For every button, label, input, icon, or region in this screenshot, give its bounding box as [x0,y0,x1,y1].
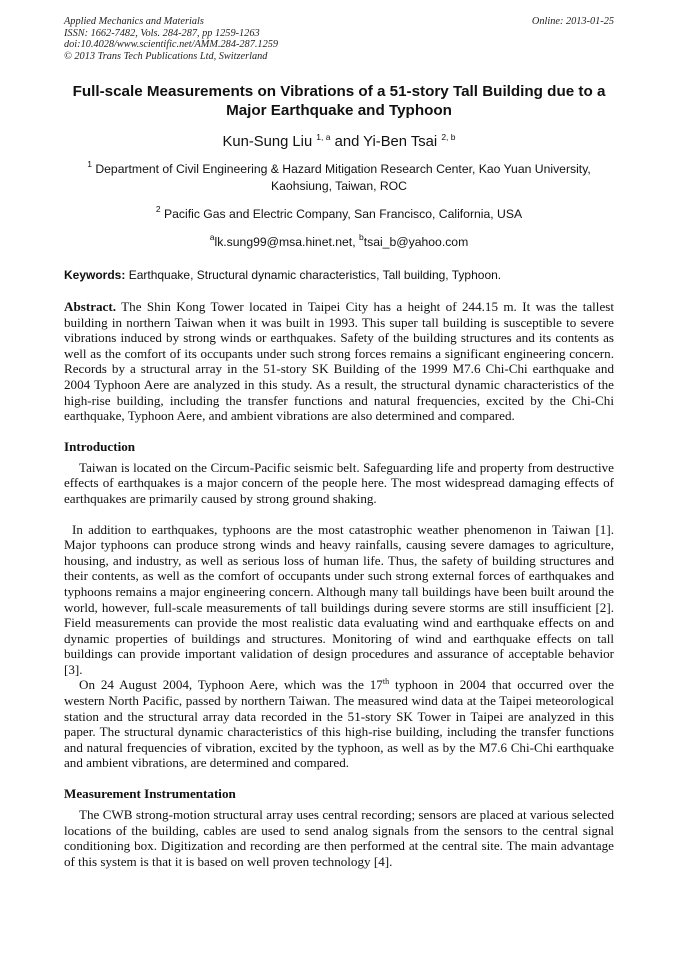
section-heading-introduction: Introduction [64,438,136,454]
abstract-label: Abstract. [64,299,116,314]
email-superscript: b [358,231,364,242]
email-superscript: a [209,231,215,242]
email-link[interactable]: lk.sung99@msa.hinet.net, [214,234,356,249]
abstract [64,299,614,424]
journal-name: Applied Mechanics and Materials [64,16,204,27]
affiliation-text: Pacific Gas and Electric Company, San Francisco, California, USA [164,207,523,222]
affiliation-2 [64,201,614,222]
keywords-text: Earthquake, Structural dynamic characteristics, Tall building, Typhoon. [128,268,502,282]
affiliation-superscript: 1 [87,159,92,170]
keywords [64,268,614,283]
paragraph-text: On 24 August 2004, Typhoon Aere, which was the 17 [79,677,383,693]
intro-paragraph-3 [64,677,614,771]
affiliation-superscript: 2 [155,204,161,215]
section-heading-instrumentation: Measurement Instrumentation [64,786,236,802]
author-line [64,128,614,151]
keywords-label: Keywords: [64,268,126,282]
email-link[interactable]: tsai_b@yahoo.com [363,234,469,249]
journal-issn: ISSN: 1662-7482, Vols. 284-287, pp 1259-1263 [64,27,260,39]
instrumentation-paragraph-1: The CWB strong-motion structural array uses central recording; sensors are placed at various selected locations of the building, cables are used to send analog signals from the sensors to the central signal conditioning box. Digitization and recording are then performed at the central site. The main advantage of this system is that it is based on well proven technology [4]. [64,807,614,869]
paper-title: Full-scale Measurements on Vibrations of a 51-story Tall Building due to a Major Earthquake and Typhoon [72,83,606,120]
journal-copyright: © 2013 Trans Tech Publications Ltd, Switzerland [64,50,268,62]
affiliation-text: Department of Civil Engineering & Hazard Mitigation Research Center, Kao Yuan University, Kaohsiung, Taiwan, ROC [95,162,591,193]
author-superscript: 1, a [316,132,331,143]
online-date: Online: 2013-01-25 [531,16,614,27]
author-name: Kun-Sung Liu [222,134,313,151]
abstract-text: The Shin Kong Tower located in Taipei City has a height of 244.15 m. It was the tallest building in northern Taiwan when it was built in 1993. This super tall building is susceptible to severe vibrations induced by strong winds or earthquakes. Safety of the building structures and its contents as well as the comfort of its occupants under such strong forces remains a significant engineering concern. Records by a structural array in the 51-story SK Building of the 1999 M7.6 Chi-Chi earthquake and 2004 Typhoon Aere are analyzed in this study. As a result, the structural dynamic characteristics of the high-rise building, including the transfer functions and natural frequencies, excited by the Chi-Chi earthquake, Typhoon Aere, and ambient vibrations are also determined and compared. [64,299,614,424]
author-conjunction: and [334,134,360,151]
author-emails [64,229,614,250]
intro-paragraph-1: Taiwan is located on the Circum-Pacific seismic belt. Safeguarding life and property from destructive effects of earthquakes is a major concern of the people here. The most widespread damaging effects of earthquakes are primarily caused by strong ground shaking. [64,459,614,506]
intro-paragraph-2: In addition to earthquakes, typhoons are the most catastrophic weather phenomenon in Taiwan [1]. Major typhoons can produce strong winds and heavy rainfalls, causing severe damages to agriculture, housing, and industry, as well as serious loss of human life. Thus, the safety of building structures and their contents, as well as the comfort of occupants under such strong external forces of earthquakes and typhoons remains a major engineering concern. Although many tall buildings have been built around the world, however, full-scale measurements of tall buildings during severe storms are still insufficient [2]. Field measurements can provide the most realistic data evaluating wind and earthquake effects on and dynamic properties of buildings and structures. Monitoring of wind and earthquake effects on tall buildings can provide important validation of design procedures and assurance of acceptable behavior [3]. [64,521,614,677]
ordinal-superscript: th [382,677,390,687]
affiliation-1 [64,156,614,194]
journal-doi: doi:10.4028/www.scientific.net/AMM.284-287.1259 [64,39,279,51]
author-superscript: 2, b [441,132,456,143]
author-name: Yi-Ben Tsai [363,134,438,151]
paragraph-text: typhoon in 2004 that occurred over the western North Pacific, passed by northern Taiwan. The measured wind data at the Taipei meteorological station and the structural array data recorded in the 51-story SK Tower in Taipei are analyzed in this paper. The structural dynamic characteristics of this high-rise building, including the transfer functions and natural frequencies of vibration, excited by the typhoon, as well as by the M7.6 Chi-Chi earthquake and ambient vibrations, are determined and compared. [64,677,614,771]
